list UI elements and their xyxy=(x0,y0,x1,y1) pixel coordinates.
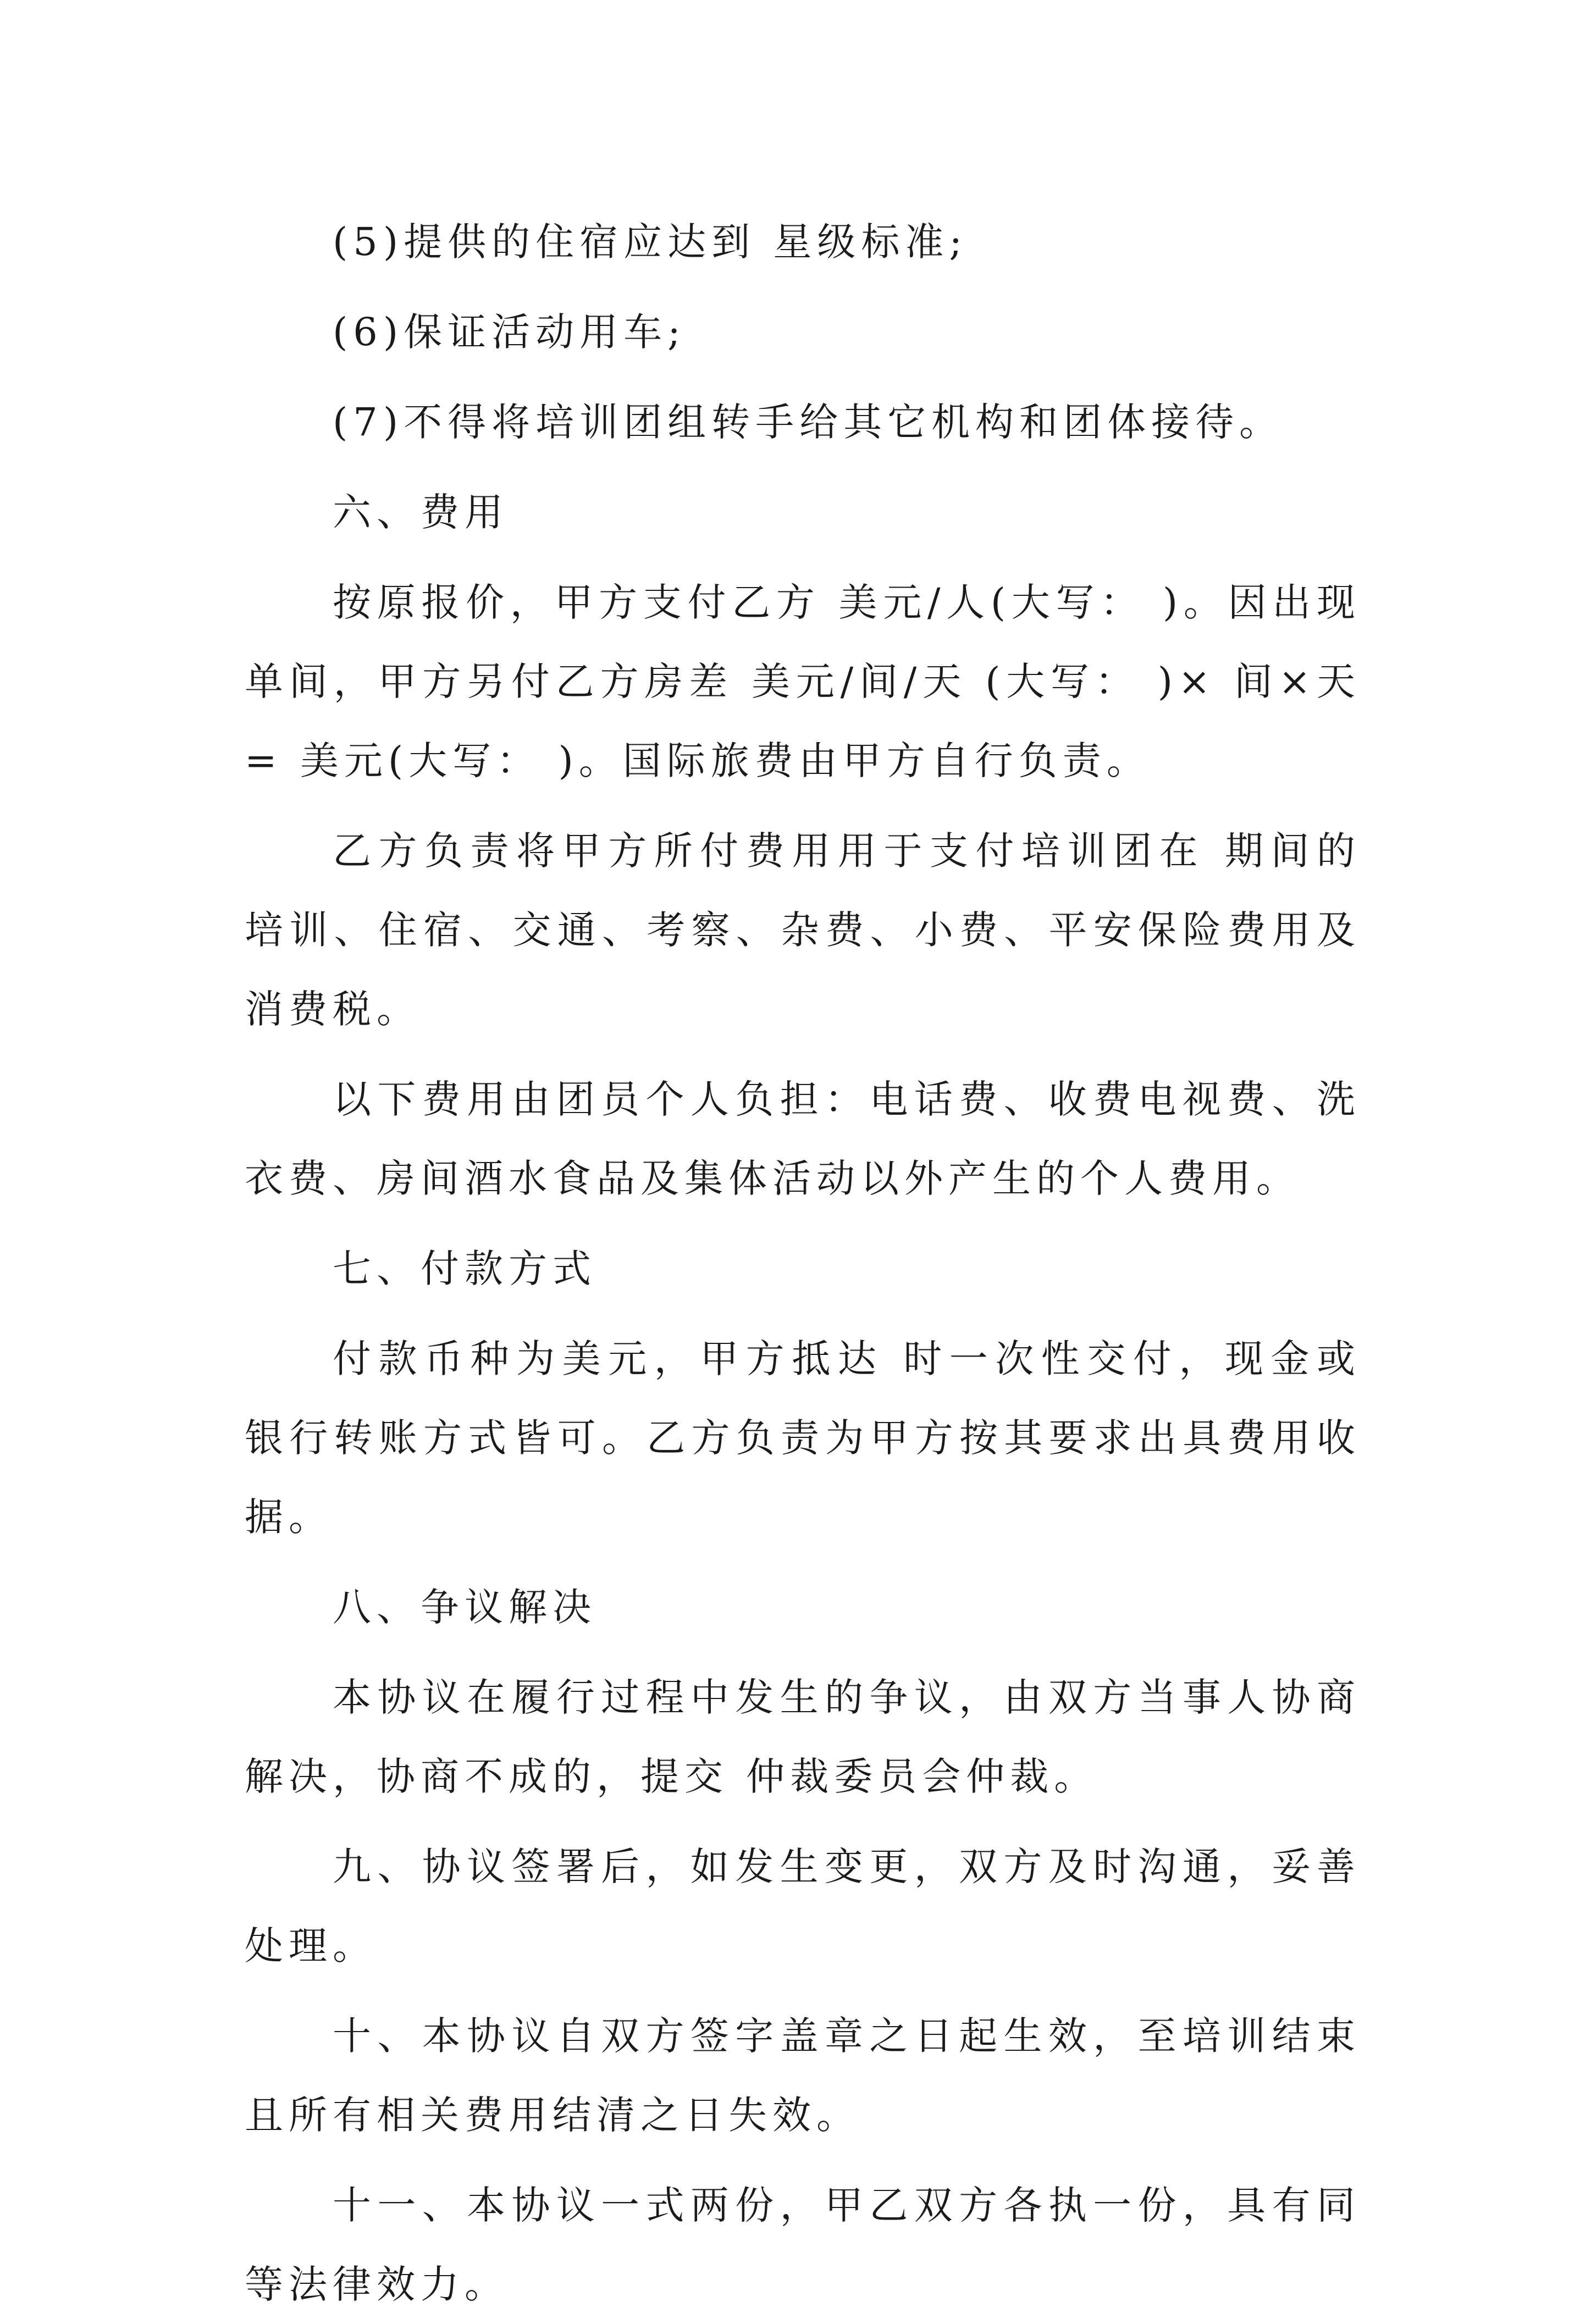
clause-item-5: (5)提供的住宿应达到 星级标准; xyxy=(333,219,968,264)
clause-nine: 九、协议签署后，如发生变更，双方及时沟通，妥善处理。 xyxy=(245,1844,1361,1968)
fees-paragraph-personal: 以下费用由团员个人负担：电话费、收费电视费、洗衣费、房间酒水食品及集体活动以外产生的个人费用。 xyxy=(245,1077,1361,1201)
section-heading-payment: 七、付款方式 xyxy=(333,1246,596,1291)
clause-item-6: (6)保证活动用车; xyxy=(333,309,686,355)
fees-paragraph-coverage: 乙方负责将甲方所付费用用于支付培训团在 期间的培训、住宿、交通、考察、杂费、小费、平安保险费用及消费税。 xyxy=(245,828,1361,1032)
clause-item-7: (7)不得将培训团组转手给其它机构和团体接待。 xyxy=(333,400,1284,445)
section-heading-dispute: 八、争议解决 xyxy=(333,1585,596,1630)
clause-eleven: 十一、本协议一式两份，甲乙双方各执一份，具有同等法律效力。 xyxy=(245,2183,1361,2307)
section-heading-fees: 六、费用 xyxy=(333,490,509,535)
payment-paragraph: 付款币种为美元，甲方抵达 时一次性交付，现金或银行转账方式皆可。乙方负责为甲方按其要求出具费用收据。 xyxy=(245,1336,1361,1540)
document-body xyxy=(245,202,1361,2324)
clause-ten: 十、本协议自双方签字盖章之日起生效，至培训结束且所有相关费用结清之日失效。 xyxy=(245,2013,1361,2138)
dispute-paragraph: 本协议在履行过程中发生的争议，由双方当事人协商解决，协商不成的，提交 仲裁委员会仲裁。 xyxy=(245,1675,1361,1799)
fees-paragraph-price: 按原报价，甲方支付乙方 美元/人(大写： )。因出现单间，甲方另付乙方房差 美元/间/天 (大写： )× 间×天= 美元(大写： )。国际旅费由甲方自行负责。 xyxy=(245,580,1361,783)
